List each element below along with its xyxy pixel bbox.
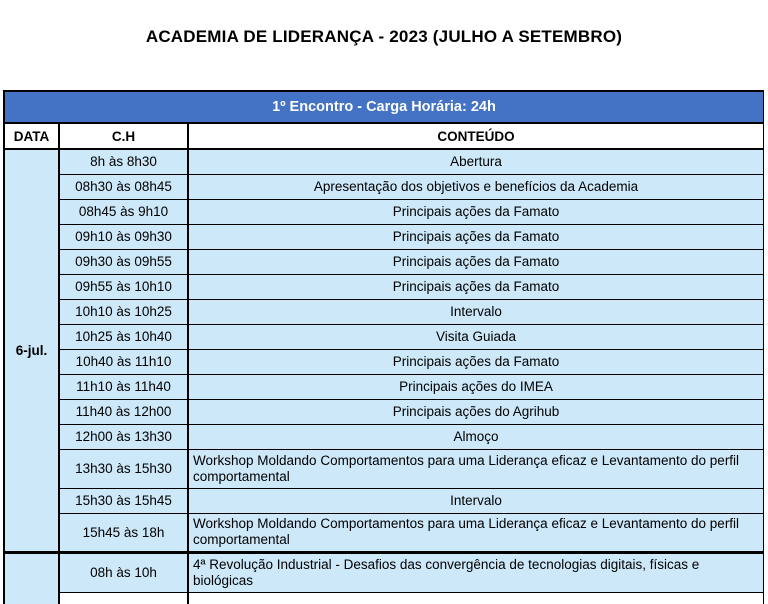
table-row xyxy=(4,274,764,299)
time-cell: 08h45 às 9h10 xyxy=(59,199,188,224)
table-row xyxy=(4,174,764,199)
time-cell: 15h45 às 18h xyxy=(59,513,188,552)
content-cell: 4ª Revolução Industrial - Desafios das convergência de tecnologias digitais, físicas e biológicas xyxy=(188,552,764,592)
time-cell: 10h10 às 10h25 xyxy=(59,299,188,324)
content-cell: Abertura xyxy=(188,149,764,174)
content-cell: Principais ações da Famato xyxy=(188,349,764,374)
table-row xyxy=(4,552,764,592)
table-row xyxy=(4,513,764,552)
column-header-data: DATA xyxy=(4,123,59,149)
time-cell: 15h30 às 15h45 xyxy=(59,488,188,513)
time-cell: 11h40 às 12h00 xyxy=(59,399,188,424)
page-title: ACADEMIA DE LIDERANÇA - 2023 (JULHO A SETEMBRO) xyxy=(145,27,623,46)
time-cell: 08h às 10h xyxy=(59,552,188,592)
content-cell: Principais ações da Famato xyxy=(188,249,764,274)
time-cell: 8h às 8h30 xyxy=(59,149,188,174)
table-row xyxy=(4,199,764,224)
table-row xyxy=(4,249,764,274)
table-row xyxy=(4,324,764,349)
content-cell: Principais ações do Agrihub xyxy=(188,399,764,424)
table-row xyxy=(4,424,764,449)
time-cell xyxy=(59,592,188,604)
content-cell: Workshop Moldando Comportamentos para uma Liderança eficaz e Levantamento do perfil comportamental xyxy=(188,449,764,488)
content-cell: Intervalo xyxy=(188,299,764,324)
column-header-ch: C.H xyxy=(59,123,188,149)
time-cell: 09h55 às 10h10 xyxy=(59,274,188,299)
content-cell: Principais ações da Famato xyxy=(188,199,764,224)
column-header-row xyxy=(4,123,764,149)
table-row xyxy=(4,488,764,513)
time-cell: 12h00 às 13h30 xyxy=(59,424,188,449)
time-cell: 09h10 às 09h30 xyxy=(59,224,188,249)
table-row xyxy=(4,224,764,249)
content-cell: Almoço xyxy=(188,424,764,449)
time-cell: 11h10 às 11h40 xyxy=(59,374,188,399)
section-header-row xyxy=(4,91,764,123)
content-cell: Intervalo xyxy=(188,488,764,513)
time-cell: 09h30 às 09h55 xyxy=(59,249,188,274)
table-row xyxy=(4,399,764,424)
table-row xyxy=(4,449,764,488)
date-cell: 6-jul. xyxy=(4,149,59,552)
content-cell xyxy=(188,592,764,604)
schedule-table xyxy=(3,90,764,604)
content-cell: Visita Guiada xyxy=(188,324,764,349)
section-header: 1º Encontro - Carga Horária: 24h xyxy=(4,91,764,123)
time-cell: 08h30 às 08h45 xyxy=(59,174,188,199)
time-cell: 13h30 às 15h30 xyxy=(59,449,188,488)
table-row xyxy=(4,349,764,374)
column-header-conteudo: CONTEÚDO xyxy=(188,123,764,149)
schedule-table-container xyxy=(3,90,764,604)
time-cell: 10h25 às 10h40 xyxy=(59,324,188,349)
content-cell: Principais ações da Famato xyxy=(188,274,764,299)
content-cell: Principais ações da Famato xyxy=(188,224,764,249)
content-cell: Apresentação dos objetivos e benefícios da Academia xyxy=(188,174,764,199)
content-cell: Principais ações do IMEA xyxy=(188,374,764,399)
time-cell: 10h40 às 11h10 xyxy=(59,349,188,374)
table-row xyxy=(4,299,764,324)
table-row xyxy=(4,149,764,174)
table-row-cutoff xyxy=(4,592,764,604)
table-row xyxy=(4,374,764,399)
content-cell: Workshop Moldando Comportamentos para uma Liderança eficaz e Levantamento do perfil comportamental xyxy=(188,513,764,552)
date-cell xyxy=(4,552,59,604)
